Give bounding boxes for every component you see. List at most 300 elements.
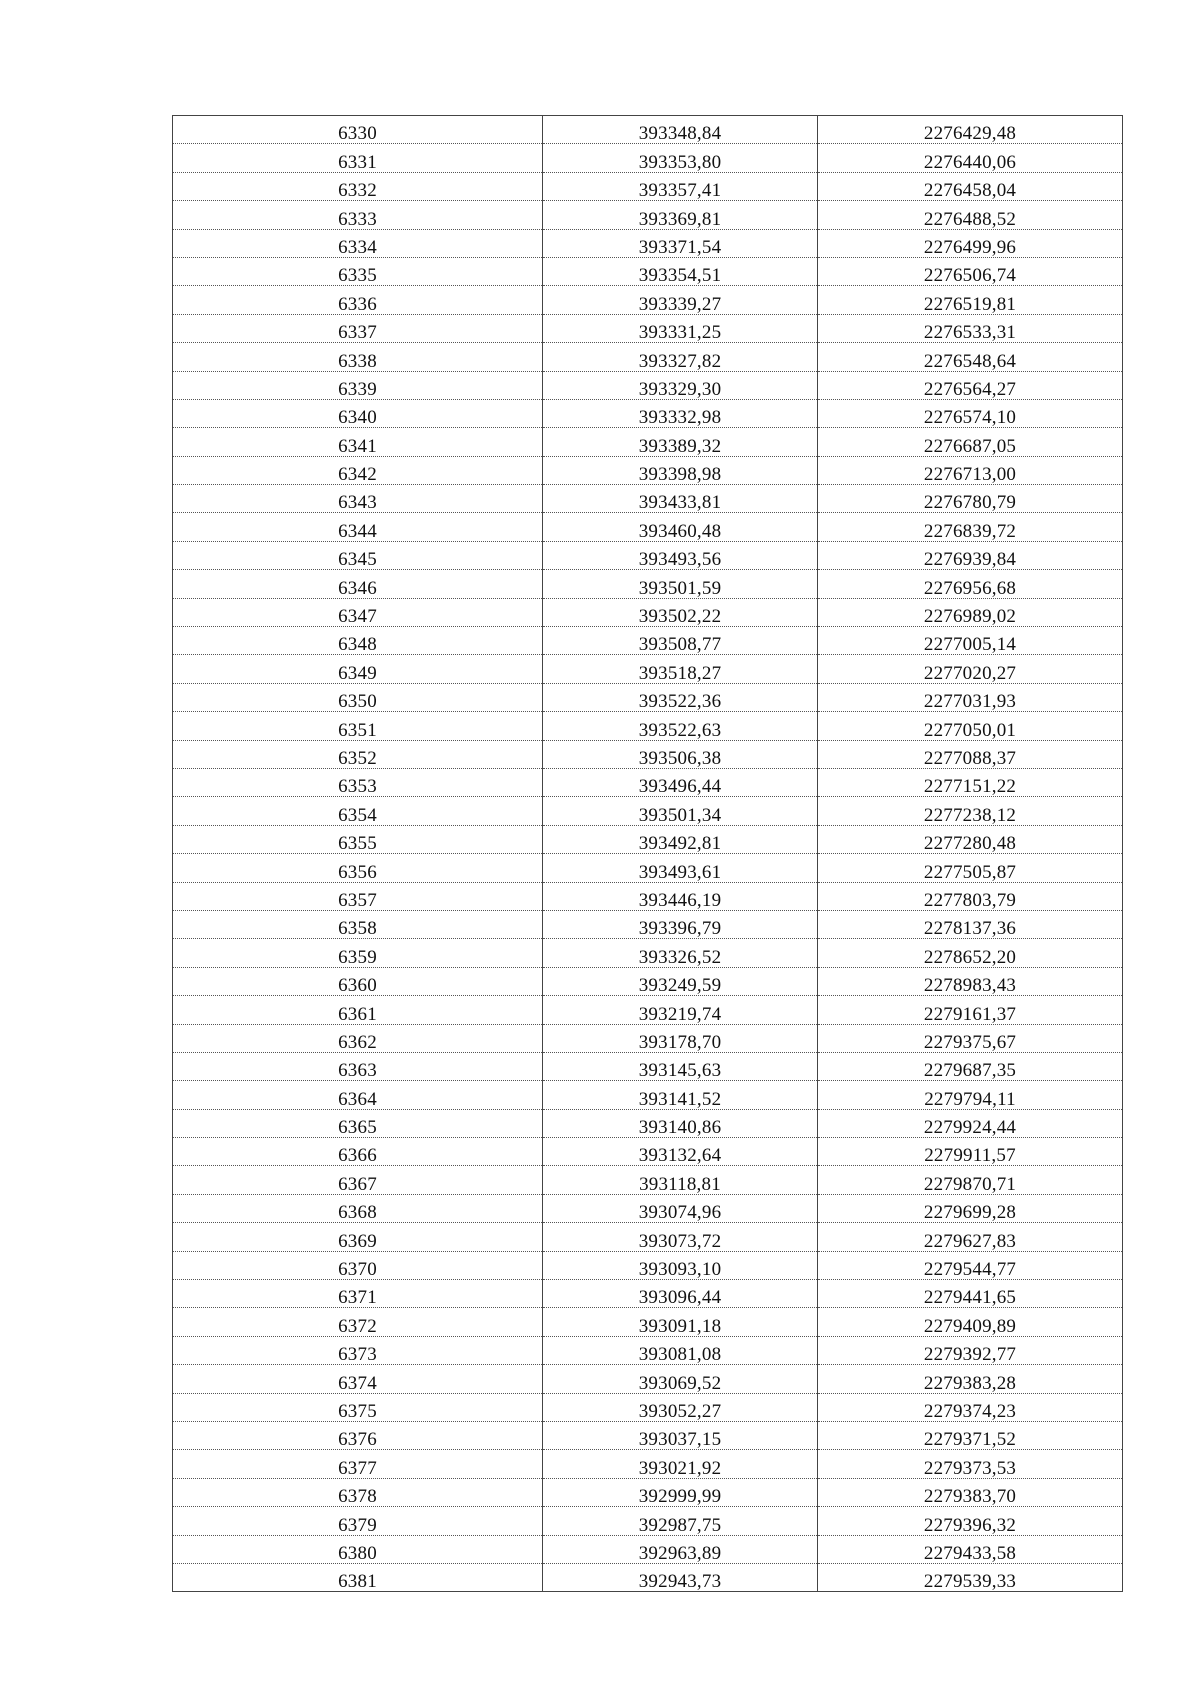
y-coordinate-cell — [818, 314, 1123, 342]
x-coordinate-cell-text: 393091,18 — [638, 1315, 722, 1337]
table-row — [173, 825, 1123, 853]
point-number-cell-text: 6337 — [338, 322, 377, 344]
x-coordinate-cell — [543, 683, 818, 711]
x-coordinate-cell-text: 393433,81 — [638, 492, 722, 514]
table-row — [173, 201, 1123, 229]
x-coordinate-cell-text: 393357,41 — [638, 180, 722, 202]
point-number-cell-text: 6357 — [338, 889, 377, 911]
table-row — [173, 1223, 1123, 1251]
point-number-cell-text: 6365 — [338, 1117, 377, 1139]
x-coordinate-cell — [543, 201, 818, 229]
x-coordinate-cell-text: 393389,32 — [638, 435, 722, 457]
table-row — [173, 1138, 1123, 1166]
table-row — [173, 1194, 1123, 1222]
y-coordinate-cell — [818, 229, 1123, 257]
point-number-cell-text: 6356 — [338, 861, 377, 883]
point-number-cell — [173, 485, 543, 513]
point-number-cell — [173, 683, 543, 711]
x-coordinate-cell — [543, 314, 818, 342]
x-coordinate-cell — [543, 910, 818, 938]
point-number-cell-text: 6378 — [338, 1486, 377, 1508]
y-coordinate-cell — [818, 1138, 1123, 1166]
point-number-cell-text: 6353 — [338, 776, 377, 798]
table-row — [173, 485, 1123, 513]
point-number-cell — [173, 201, 543, 229]
table-row — [173, 541, 1123, 569]
point-number-cell — [173, 910, 543, 938]
table-row — [173, 1507, 1123, 1535]
y-coordinate-cell — [818, 541, 1123, 569]
x-coordinate-cell-text: 393132,64 — [638, 1145, 722, 1167]
y-coordinate-cell-text: 2279539,33 — [923, 1571, 1017, 1593]
x-coordinate-cell — [543, 513, 818, 541]
y-coordinate-cell-text: 2276564,27 — [923, 378, 1017, 400]
x-coordinate-cell — [543, 399, 818, 427]
y-coordinate-cell — [818, 1393, 1123, 1421]
x-coordinate-cell-text: 393093,10 — [638, 1259, 722, 1281]
y-coordinate-cell-text: 2276519,81 — [923, 293, 1017, 315]
table-row — [173, 1535, 1123, 1563]
point-number-cell — [173, 1109, 543, 1137]
x-coordinate-cell — [543, 1280, 818, 1308]
point-number-cell — [173, 825, 543, 853]
point-number-cell-text: 6380 — [338, 1542, 377, 1564]
point-number-cell — [173, 1421, 543, 1449]
x-coordinate-cell — [543, 967, 818, 995]
y-coordinate-cell — [818, 1052, 1123, 1080]
point-number-cell — [173, 1251, 543, 1279]
y-coordinate-cell-text: 2276687,05 — [923, 435, 1017, 457]
y-coordinate-cell — [818, 456, 1123, 484]
table-row — [173, 683, 1123, 711]
x-coordinate-cell-text: 393502,22 — [638, 606, 722, 628]
y-coordinate-cell-text: 2276488,52 — [923, 208, 1017, 230]
table-row — [173, 1024, 1123, 1052]
table-row — [173, 257, 1123, 285]
table-row — [173, 1109, 1123, 1137]
table-row — [173, 854, 1123, 882]
x-coordinate-cell — [543, 1336, 818, 1364]
point-number-cell-text: 6342 — [338, 464, 377, 486]
y-coordinate-cell — [818, 854, 1123, 882]
x-coordinate-cell-text: 392943,73 — [638, 1571, 722, 1593]
x-coordinate-cell-text: 393506,38 — [638, 747, 722, 769]
y-coordinate-cell-text: 2277505,87 — [923, 861, 1017, 883]
point-number-cell-text: 6370 — [338, 1259, 377, 1281]
x-coordinate-cell — [543, 1081, 818, 1109]
y-coordinate-cell-text: 2279383,28 — [923, 1372, 1017, 1394]
x-coordinate-cell — [543, 1308, 818, 1336]
table-row — [173, 144, 1123, 172]
point-number-cell — [173, 854, 543, 882]
point-number-cell-text: 6368 — [338, 1202, 377, 1224]
x-coordinate-cell — [543, 797, 818, 825]
point-number-cell — [173, 1563, 543, 1591]
x-coordinate-cell — [543, 1507, 818, 1535]
point-number-cell-text: 6358 — [338, 918, 377, 940]
point-number-cell-text: 6349 — [338, 662, 377, 684]
point-number-cell — [173, 172, 543, 200]
x-coordinate-cell-text: 393492,81 — [638, 833, 722, 855]
x-coordinate-cell-text: 393037,15 — [638, 1429, 722, 1451]
y-coordinate-cell — [818, 399, 1123, 427]
table-row — [173, 967, 1123, 995]
y-coordinate-cell — [818, 797, 1123, 825]
point-number-cell — [173, 286, 543, 314]
x-coordinate-cell-text: 393396,79 — [638, 918, 722, 940]
point-number-cell — [173, 399, 543, 427]
x-coordinate-cell-text: 393249,59 — [638, 975, 722, 997]
x-coordinate-cell — [543, 1166, 818, 1194]
y-coordinate-cell-text: 2276989,02 — [923, 606, 1017, 628]
point-number-cell — [173, 768, 543, 796]
x-coordinate-cell — [543, 996, 818, 1024]
point-number-cell-text: 6340 — [338, 407, 377, 429]
x-coordinate-cell-text: 393219,74 — [638, 1003, 722, 1025]
y-coordinate-cell-text: 2279794,11 — [924, 1088, 1016, 1110]
point-number-cell — [173, 712, 543, 740]
coordinates-table-body — [173, 116, 1123, 1592]
point-number-cell-text: 6332 — [338, 180, 377, 202]
x-coordinate-cell-text: 393460,48 — [638, 520, 722, 542]
y-coordinate-cell — [818, 570, 1123, 598]
table-row — [173, 371, 1123, 399]
y-coordinate-cell-text: 2276956,68 — [923, 577, 1017, 599]
point-number-cell-text: 6367 — [338, 1173, 377, 1195]
x-coordinate-cell — [543, 570, 818, 598]
point-number-cell — [173, 229, 543, 257]
y-coordinate-cell-text: 2277020,27 — [923, 662, 1017, 684]
x-coordinate-cell-text: 393398,98 — [638, 464, 722, 486]
x-coordinate-cell-text: 393073,72 — [638, 1230, 722, 1252]
y-coordinate-cell — [818, 1081, 1123, 1109]
x-coordinate-cell — [543, 1251, 818, 1279]
point-number-cell — [173, 740, 543, 768]
table-row — [173, 428, 1123, 456]
point-number-cell-text: 6343 — [338, 492, 377, 514]
y-coordinate-cell-text: 2279392,77 — [923, 1344, 1017, 1366]
x-coordinate-cell — [543, 1052, 818, 1080]
table-row — [173, 910, 1123, 938]
x-coordinate-cell-text: 393522,63 — [638, 719, 722, 741]
x-coordinate-cell — [543, 257, 818, 285]
x-coordinate-cell — [543, 428, 818, 456]
x-coordinate-cell — [543, 740, 818, 768]
y-coordinate-cell — [818, 201, 1123, 229]
x-coordinate-cell-text: 393331,25 — [638, 322, 722, 344]
point-number-cell — [173, 428, 543, 456]
point-number-cell — [173, 996, 543, 1024]
y-coordinate-cell-text: 2276780,79 — [923, 492, 1017, 514]
x-coordinate-cell — [543, 1478, 818, 1506]
y-coordinate-cell-text: 2279373,53 — [923, 1457, 1017, 1479]
point-number-cell-text: 6348 — [338, 634, 377, 656]
x-coordinate-cell-text: 393354,51 — [638, 265, 722, 287]
table-row — [173, 655, 1123, 683]
x-coordinate-cell-text: 393326,52 — [638, 946, 722, 968]
y-coordinate-cell-text: 2278983,43 — [923, 975, 1017, 997]
y-coordinate-cell — [818, 428, 1123, 456]
x-coordinate-cell-text: 393501,59 — [638, 577, 722, 599]
x-coordinate-cell-text: 393329,30 — [638, 378, 722, 400]
x-coordinate-cell-text: 393096,44 — [638, 1287, 722, 1309]
table-row — [173, 712, 1123, 740]
y-coordinate-cell — [818, 939, 1123, 967]
x-coordinate-cell-text: 393332,98 — [638, 407, 722, 429]
point-number-cell — [173, 1507, 543, 1535]
x-coordinate-cell-text: 393496,44 — [638, 776, 722, 798]
table-row — [173, 1052, 1123, 1080]
point-number-cell-text: 6376 — [338, 1429, 377, 1451]
point-number-cell-text: 6366 — [338, 1145, 377, 1167]
table-row — [173, 1166, 1123, 1194]
x-coordinate-cell-text: 393493,56 — [638, 549, 722, 571]
point-number-cell — [173, 116, 543, 144]
table-row — [173, 939, 1123, 967]
y-coordinate-cell-text: 2276713,00 — [923, 464, 1017, 486]
point-number-cell — [173, 456, 543, 484]
table-row — [173, 1393, 1123, 1421]
table-row — [173, 598, 1123, 626]
point-number-cell — [173, 797, 543, 825]
y-coordinate-cell — [818, 1478, 1123, 1506]
y-coordinate-cell-text: 2276499,96 — [923, 236, 1017, 258]
y-coordinate-cell-text: 2279383,70 — [923, 1486, 1017, 1508]
y-coordinate-cell — [818, 485, 1123, 513]
point-number-cell-text: 6333 — [338, 208, 377, 230]
table-row — [173, 1308, 1123, 1336]
y-coordinate-cell-text: 2277238,12 — [923, 804, 1017, 826]
point-number-cell-text: 6335 — [338, 265, 377, 287]
x-coordinate-cell — [543, 485, 818, 513]
x-coordinate-cell-text: 393369,81 — [638, 208, 722, 230]
table-row — [173, 1280, 1123, 1308]
x-coordinate-cell-text: 393353,80 — [638, 151, 722, 173]
y-coordinate-cell — [818, 825, 1123, 853]
y-coordinate-cell — [818, 768, 1123, 796]
x-coordinate-cell — [543, 655, 818, 683]
table-row — [173, 286, 1123, 314]
point-number-cell-text: 6379 — [338, 1514, 377, 1536]
y-coordinate-cell — [818, 286, 1123, 314]
point-number-cell — [173, 541, 543, 569]
x-coordinate-cell — [543, 882, 818, 910]
y-coordinate-cell-text: 2279699,28 — [923, 1202, 1017, 1224]
point-number-cell — [173, 967, 543, 995]
y-coordinate-cell — [818, 371, 1123, 399]
point-number-cell-text: 6344 — [338, 520, 377, 542]
x-coordinate-cell-text: 393069,52 — [638, 1372, 722, 1394]
x-coordinate-cell-text: 393145,63 — [638, 1060, 722, 1082]
point-number-cell — [173, 314, 543, 342]
y-coordinate-cell-text: 2277803,79 — [923, 889, 1017, 911]
y-coordinate-cell — [818, 1336, 1123, 1364]
y-coordinate-cell — [818, 1365, 1123, 1393]
x-coordinate-cell — [543, 371, 818, 399]
x-coordinate-cell-text: 393021,92 — [638, 1457, 722, 1479]
point-number-cell-text: 6345 — [338, 549, 377, 571]
y-coordinate-cell-text: 2279870,71 — [923, 1173, 1017, 1195]
y-coordinate-cell — [818, 172, 1123, 200]
x-coordinate-cell — [543, 854, 818, 882]
point-number-cell-text: 6330 — [338, 123, 377, 145]
x-coordinate-cell — [543, 1563, 818, 1591]
point-number-cell-text: 6331 — [338, 151, 377, 173]
y-coordinate-cell-text: 2276429,48 — [923, 123, 1017, 145]
y-coordinate-cell-text: 2279371,52 — [923, 1429, 1017, 1451]
point-number-cell — [173, 1081, 543, 1109]
point-number-cell — [173, 598, 543, 626]
y-coordinate-cell-text: 2279375,67 — [923, 1031, 1017, 1053]
y-coordinate-cell-text: 2279924,44 — [923, 1117, 1017, 1139]
point-number-cell-text: 6355 — [338, 833, 377, 855]
point-number-cell — [173, 1024, 543, 1052]
y-coordinate-cell-text: 2279409,89 — [923, 1315, 1017, 1337]
y-coordinate-cell — [818, 1308, 1123, 1336]
table-row — [173, 797, 1123, 825]
x-coordinate-cell — [543, 1450, 818, 1478]
x-coordinate-cell-text: 393327,82 — [638, 350, 722, 372]
y-coordinate-cell-text: 2279396,32 — [923, 1514, 1017, 1536]
y-coordinate-cell — [818, 144, 1123, 172]
x-coordinate-cell — [543, 116, 818, 144]
y-coordinate-cell — [818, 1535, 1123, 1563]
table-row — [173, 513, 1123, 541]
point-number-cell — [173, 939, 543, 967]
point-number-cell — [173, 1535, 543, 1563]
point-number-cell-text: 6336 — [338, 293, 377, 315]
table-row — [173, 116, 1123, 144]
y-coordinate-cell — [818, 1166, 1123, 1194]
y-coordinate-cell — [818, 116, 1123, 144]
x-coordinate-cell-text: 393141,52 — [638, 1088, 722, 1110]
point-number-cell-text: 6381 — [338, 1571, 377, 1593]
y-coordinate-cell — [818, 257, 1123, 285]
y-coordinate-cell-text: 2278137,36 — [923, 918, 1017, 940]
y-coordinate-cell-text: 2279687,35 — [923, 1060, 1017, 1082]
y-coordinate-cell — [818, 598, 1123, 626]
point-number-cell — [173, 343, 543, 371]
y-coordinate-cell-text: 2277088,37 — [923, 747, 1017, 769]
y-coordinate-cell — [818, 967, 1123, 995]
point-number-cell — [173, 882, 543, 910]
x-coordinate-cell-text: 393508,77 — [638, 634, 722, 656]
x-coordinate-cell-text: 393339,27 — [638, 293, 722, 315]
y-coordinate-cell-text: 2277151,22 — [923, 776, 1017, 798]
y-coordinate-cell-text: 2279441,65 — [923, 1287, 1017, 1309]
y-coordinate-cell — [818, 1251, 1123, 1279]
table-row — [173, 768, 1123, 796]
point-number-cell-text: 6371 — [338, 1287, 377, 1309]
table-row — [173, 627, 1123, 655]
table-row — [173, 1365, 1123, 1393]
point-number-cell-text: 6377 — [338, 1457, 377, 1479]
x-coordinate-cell-text: 393501,34 — [638, 804, 722, 826]
point-number-cell-text: 6346 — [338, 577, 377, 599]
table-row — [173, 1563, 1123, 1591]
x-coordinate-cell-text: 393518,27 — [638, 662, 722, 684]
x-coordinate-cell — [543, 172, 818, 200]
x-coordinate-cell — [543, 343, 818, 371]
point-number-cell — [173, 257, 543, 285]
point-number-cell-text: 6373 — [338, 1344, 377, 1366]
y-coordinate-cell — [818, 1109, 1123, 1137]
y-coordinate-cell-text: 2279374,23 — [923, 1400, 1017, 1422]
x-coordinate-cell — [543, 286, 818, 314]
point-number-cell — [173, 1223, 543, 1251]
x-coordinate-cell — [543, 712, 818, 740]
y-coordinate-cell-text: 2279911,57 — [924, 1145, 1016, 1167]
y-coordinate-cell — [818, 1024, 1123, 1052]
y-coordinate-cell — [818, 513, 1123, 541]
x-coordinate-cell — [543, 1365, 818, 1393]
point-number-cell-text: 6350 — [338, 691, 377, 713]
point-number-cell — [173, 1478, 543, 1506]
y-coordinate-cell-text: 2276839,72 — [923, 520, 1017, 542]
point-number-cell — [173, 1365, 543, 1393]
point-number-cell — [173, 1393, 543, 1421]
y-coordinate-cell-text: 2277050,01 — [923, 719, 1017, 741]
point-number-cell-text: 6360 — [338, 975, 377, 997]
point-number-cell — [173, 1052, 543, 1080]
x-coordinate-cell-text: 393493,61 — [638, 861, 722, 883]
y-coordinate-cell — [818, 1280, 1123, 1308]
y-coordinate-cell — [818, 655, 1123, 683]
x-coordinate-cell — [543, 1393, 818, 1421]
y-coordinate-cell-text: 2276440,06 — [923, 151, 1017, 173]
point-number-cell — [173, 513, 543, 541]
table-row — [173, 1081, 1123, 1109]
x-coordinate-cell — [543, 1421, 818, 1449]
y-coordinate-cell — [818, 1194, 1123, 1222]
point-number-cell-text: 6334 — [338, 236, 377, 258]
y-coordinate-cell-text: 2279433,58 — [923, 1542, 1017, 1564]
table-row — [173, 1421, 1123, 1449]
y-coordinate-cell — [818, 1421, 1123, 1449]
point-number-cell — [173, 570, 543, 598]
table-row — [173, 456, 1123, 484]
x-coordinate-cell-text: 393081,08 — [638, 1344, 722, 1366]
table-row — [173, 1251, 1123, 1279]
y-coordinate-cell — [818, 996, 1123, 1024]
point-number-cell — [173, 627, 543, 655]
point-number-cell — [173, 1308, 543, 1336]
point-number-cell-text: 6362 — [338, 1031, 377, 1053]
point-number-cell-text: 6354 — [338, 804, 377, 826]
x-coordinate-cell — [543, 456, 818, 484]
x-coordinate-cell-text: 393140,86 — [638, 1117, 722, 1139]
y-coordinate-cell — [818, 1563, 1123, 1591]
x-coordinate-cell — [543, 541, 818, 569]
table-row — [173, 1450, 1123, 1478]
point-number-cell — [173, 371, 543, 399]
x-coordinate-cell — [543, 1194, 818, 1222]
x-coordinate-cell-text: 393522,36 — [638, 691, 722, 713]
y-coordinate-cell — [818, 627, 1123, 655]
y-coordinate-cell — [818, 683, 1123, 711]
y-coordinate-cell-text: 2279544,77 — [923, 1259, 1017, 1281]
x-coordinate-cell — [543, 825, 818, 853]
x-coordinate-cell-text: 393348,84 — [638, 123, 722, 145]
table-row — [173, 1336, 1123, 1364]
point-number-cell-text: 6338 — [338, 350, 377, 372]
point-number-cell-text: 6361 — [338, 1003, 377, 1025]
y-coordinate-cell-text: 2276533,31 — [923, 322, 1017, 344]
x-coordinate-cell-text: 393074,96 — [638, 1202, 722, 1224]
point-number-cell-text: 6352 — [338, 747, 377, 769]
y-coordinate-cell-text: 2276458,04 — [923, 180, 1017, 202]
x-coordinate-cell — [543, 768, 818, 796]
